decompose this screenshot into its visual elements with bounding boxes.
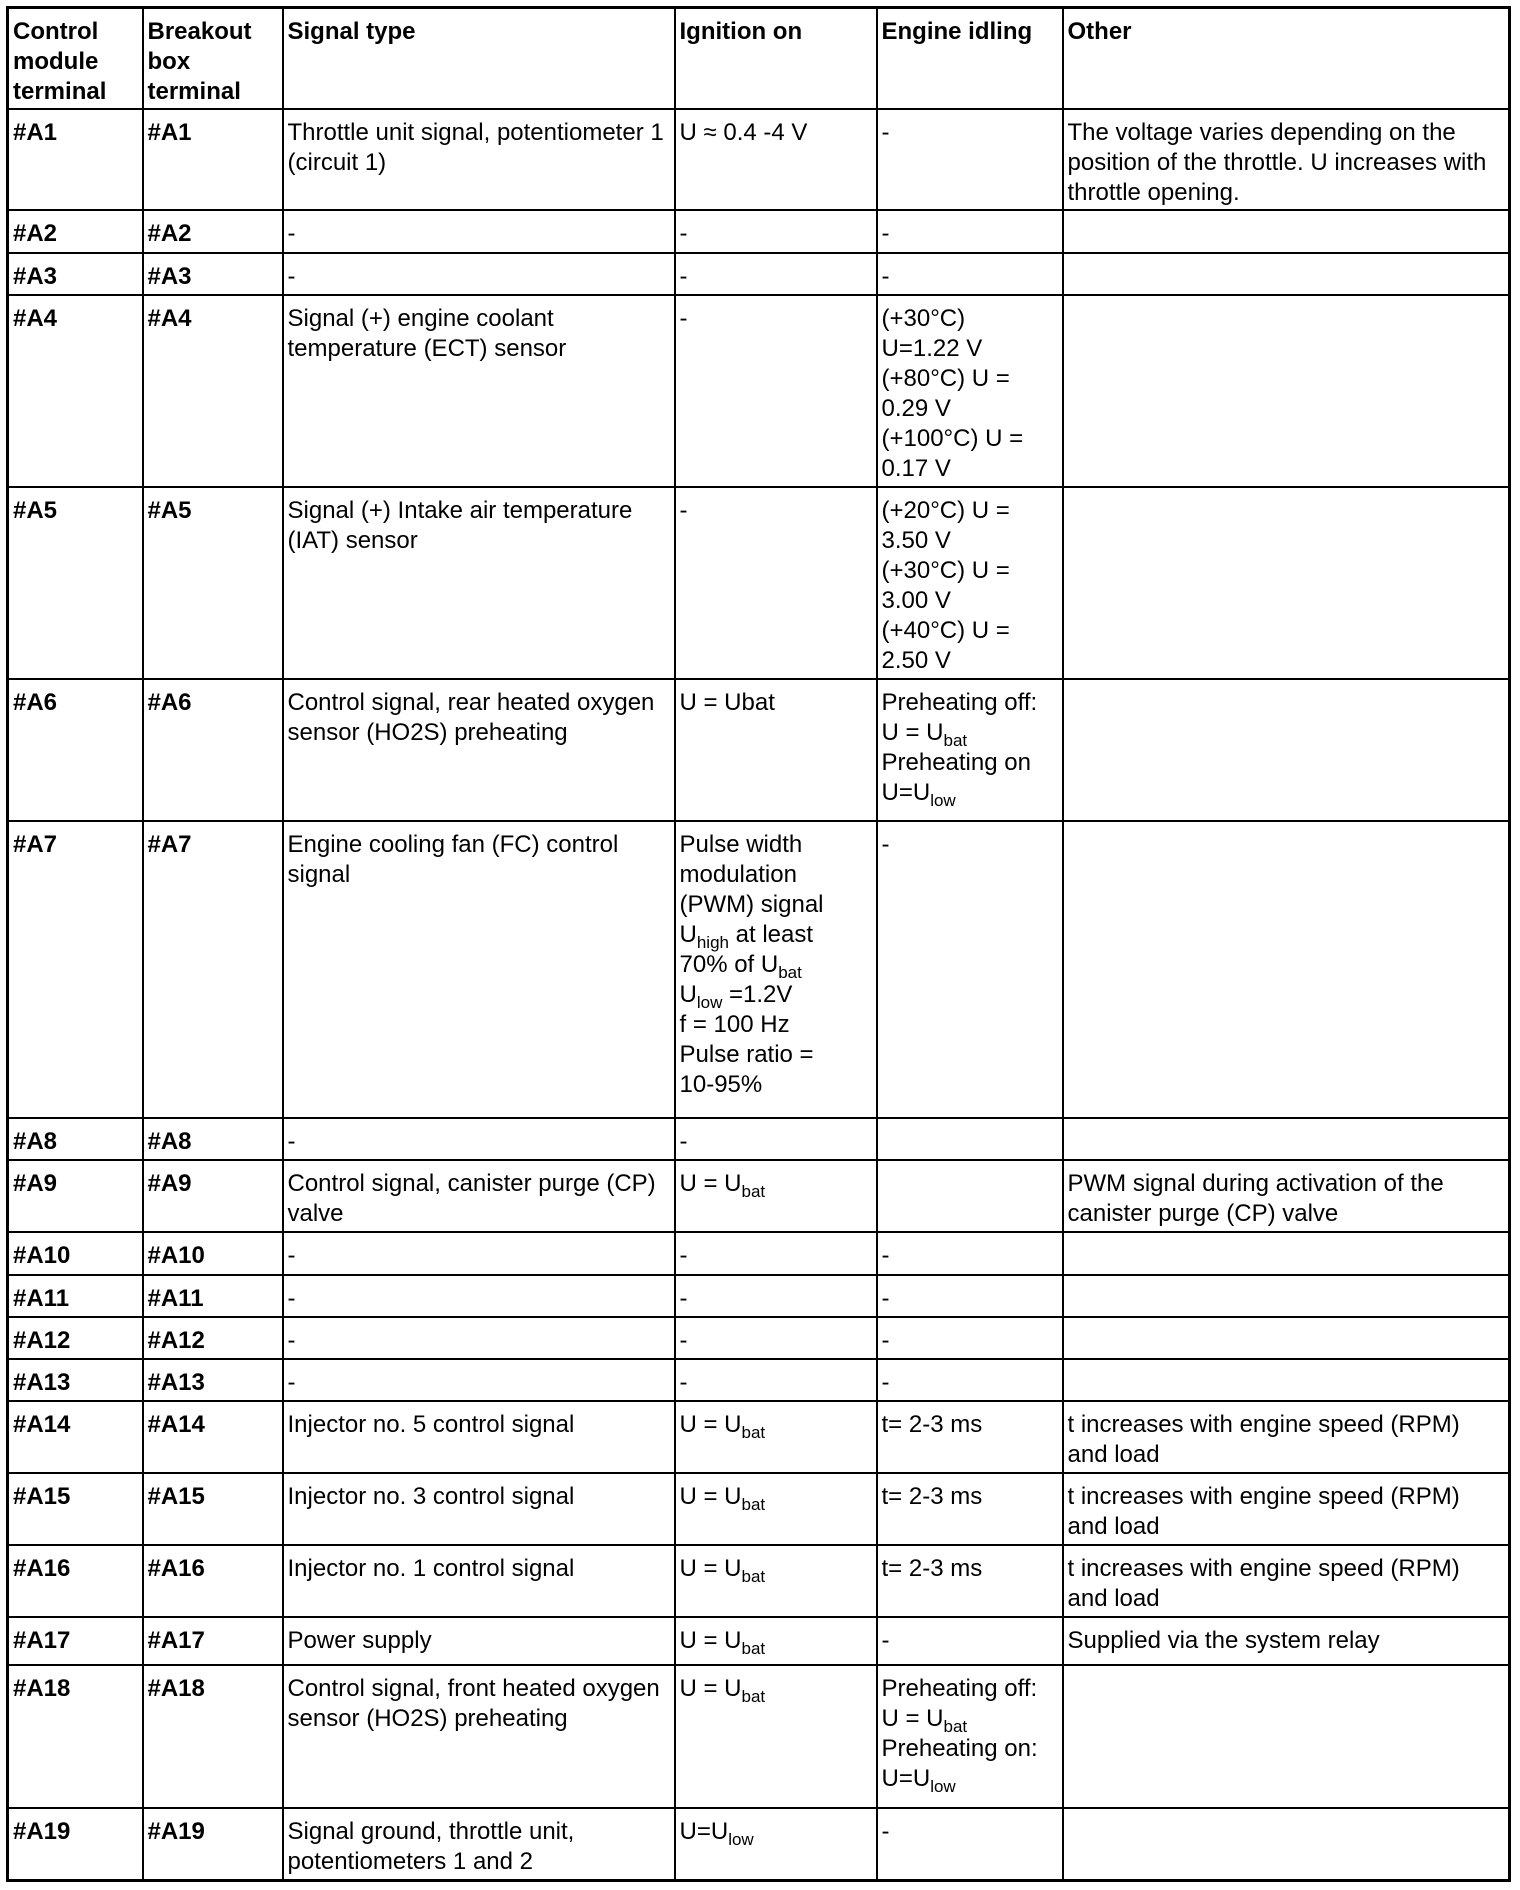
breakout-box-terminal-cell: #A13 xyxy=(143,1359,283,1401)
table-row xyxy=(8,109,1510,210)
other-cell xyxy=(1063,1808,1510,1881)
engine-idling-cell xyxy=(877,679,1063,821)
ignition-on-cell-line: - xyxy=(679,262,688,290)
control-module-terminal-cell: #A18 xyxy=(8,1665,143,1808)
breakout-box-terminal-cell: #A15 xyxy=(143,1473,283,1545)
control-module-terminal-cell: #A13 xyxy=(8,1359,143,1401)
table-row xyxy=(8,1808,1510,1881)
other-cell: t increases with engine speed (RPM) and load xyxy=(1063,1401,1510,1473)
engine-idling-cell-line: $U = U_{bat}$ xyxy=(881,1704,968,1736)
breakout-box-terminal-cell: #A9 xyxy=(143,1160,283,1232)
header-row xyxy=(8,8,1510,109)
engine-idling-cell-line: 2.50 V xyxy=(881,646,951,674)
engine-idling-cell-line: Preheating off: xyxy=(881,688,1038,716)
control-module-terminal-cell: #A15 xyxy=(8,1473,143,1545)
ignition-on-cell xyxy=(675,253,877,295)
engine-idling-cell xyxy=(877,1401,1063,1473)
ignition-on-cell xyxy=(675,1118,877,1160)
ignition-on-cell-line: - xyxy=(679,1241,688,1269)
engine-idling-cell-line: $U=U_{low}$ xyxy=(881,1764,956,1796)
engine-idling-cell-line: (+30°C) xyxy=(881,304,966,332)
ignition-on-cell-line: U = Ubat xyxy=(679,688,775,716)
control-module-terminal-cell: #A16 xyxy=(8,1545,143,1617)
breakout-box-terminal-cell: #A5 xyxy=(143,487,283,679)
signal-type-cell: - xyxy=(283,210,675,253)
ignition-on-cell-line: $U = U_{bat}$ xyxy=(679,1674,766,1706)
signal-type-cell: Injector no. 1 control signal xyxy=(283,1545,675,1617)
control-module-terminal-cell: #A17 xyxy=(8,1617,143,1665)
engine-idling-cell-line: t= 2-3 ms xyxy=(881,1410,983,1438)
engine-idling-cell xyxy=(877,1473,1063,1545)
ignition-on-cell xyxy=(675,1401,877,1473)
breakout-box-terminal-cell: #A8 xyxy=(143,1118,283,1160)
breakout-box-terminal-cell: #A7 xyxy=(143,821,283,1118)
ignition-on-cell-line: - xyxy=(679,304,688,332)
ignition-on-cell-line: - xyxy=(679,496,688,524)
engine-idling-cell-line: - xyxy=(881,1817,890,1845)
engine-idling-cell-line: - xyxy=(881,1241,890,1269)
ignition-on-cell xyxy=(675,1359,877,1401)
engine-idling-cell-line: t= 2-3 ms xyxy=(881,1482,983,1510)
engine-idling-cell xyxy=(877,109,1063,210)
table-row xyxy=(8,1665,1510,1808)
signal-type-cell: Power supply xyxy=(283,1617,675,1665)
ignition-on-cell-line: $U_{high}$ at least xyxy=(679,920,814,952)
ignition-on-cell-line: Pulse width xyxy=(679,830,803,858)
engine-idling-cell-line: 3.00 V xyxy=(881,586,951,614)
other-cell xyxy=(1063,253,1510,295)
engine-idling-cell xyxy=(877,1232,1063,1275)
engine-idling-cell-line: - xyxy=(881,1626,890,1654)
other-cell xyxy=(1063,1665,1510,1808)
engine-idling-cell xyxy=(877,1317,1063,1359)
other-cell xyxy=(1063,821,1510,1118)
other-cell: PWM signal during activation of the canister purge (CP) valve xyxy=(1063,1160,1510,1232)
signal-type-cell: Signal (+) Intake air temperature (IAT) sensor xyxy=(283,487,675,679)
control-module-terminal-cell: #A11 xyxy=(8,1275,143,1317)
control-module-terminal-cell: #A1 xyxy=(8,109,143,210)
other-cell xyxy=(1063,295,1510,487)
header-signal-type: Signal type xyxy=(283,8,675,109)
ignition-on-cell xyxy=(675,821,877,1118)
breakout-box-terminal-cell: #A16 xyxy=(143,1545,283,1617)
ignition-on-cell xyxy=(675,210,877,253)
control-module-terminal-cell: #A12 xyxy=(8,1317,143,1359)
ignition-on-cell-line: $U = U_{bat}$ xyxy=(679,1169,766,1201)
engine-idling-cell-line: Preheating on: xyxy=(881,1734,1038,1762)
engine-idling-cell-line: (+100°C) U = xyxy=(881,424,1024,452)
breakout-box-terminal-cell: #A6 xyxy=(143,679,283,821)
signal-type-cell: - xyxy=(283,253,675,295)
table-row xyxy=(8,295,1510,487)
table-row xyxy=(8,1118,1510,1160)
engine-idling-cell-line: (+40°C) U = xyxy=(881,616,1010,644)
engine-idling-cell xyxy=(877,1617,1063,1665)
breakout-box-terminal-cell: #A4 xyxy=(143,295,283,487)
ignition-on-cell xyxy=(675,487,877,679)
other-cell xyxy=(1063,210,1510,253)
ignition-on-cell-line: f = 100 Hz xyxy=(679,1010,790,1038)
control-module-terminal-cell: #A5 xyxy=(8,487,143,679)
engine-idling-cell-line: t= 2-3 ms xyxy=(881,1554,983,1582)
other-cell xyxy=(1063,1359,1510,1401)
table-row xyxy=(8,1617,1510,1665)
engine-idling-cell-line: $U = U_{bat}$ xyxy=(881,718,968,750)
ignition-on-cell xyxy=(675,295,877,487)
control-module-terminal-cell: #A9 xyxy=(8,1160,143,1232)
engine-idling-cell xyxy=(877,1359,1063,1401)
control-module-terminal-cell: #A4 xyxy=(8,295,143,487)
engine-idling-cell xyxy=(877,1118,1063,1160)
ignition-on-cell-line: - xyxy=(679,1284,688,1312)
ignition-on-cell xyxy=(675,109,877,210)
ignition-on-cell-line: 70% of $U_{bat}$ xyxy=(679,950,802,982)
other-cell xyxy=(1063,1232,1510,1275)
engine-idling-cell-line: - xyxy=(881,1284,890,1312)
engine-idling-cell xyxy=(877,1808,1063,1881)
breakout-box-terminal-cell: #A18 xyxy=(143,1665,283,1808)
engine-idling-cell-line: (+20°C) U = xyxy=(881,496,1010,524)
ignition-on-cell-line: - xyxy=(679,1127,688,1155)
ignition-on-cell-line: $U_{low} =1.2V$ xyxy=(679,980,793,1012)
engine-idling-cell-line: - xyxy=(881,118,890,146)
control-module-terminal-cell: #A8 xyxy=(8,1118,143,1160)
other-cell xyxy=(1063,1118,1510,1160)
control-module-terminal-cell: #A3 xyxy=(8,253,143,295)
table-body xyxy=(8,109,1510,1881)
engine-idling-cell-line: 0.17 V xyxy=(881,454,951,482)
other-cell: t increases with engine speed (RPM) and load xyxy=(1063,1545,1510,1617)
ignition-on-cell xyxy=(675,1160,877,1232)
engine-idling-cell xyxy=(877,1545,1063,1617)
engine-idling-cell-line: - xyxy=(881,1368,890,1396)
other-cell xyxy=(1063,679,1510,821)
control-module-terminal-cell: #A19 xyxy=(8,1808,143,1881)
header-control-module-terminal: Control module terminal xyxy=(8,8,143,109)
engine-idling-cell xyxy=(877,1160,1063,1232)
ignition-on-cell-line: $U = U_{bat}$ xyxy=(679,1554,766,1586)
terminal-signal-table xyxy=(6,6,1511,1882)
engine-idling-cell-line: Preheating on xyxy=(881,748,1031,776)
ignition-on-cell-line: - xyxy=(679,219,688,247)
ignition-on-cell-line: Pulse ratio = xyxy=(679,1040,814,1068)
ignition-on-cell-line: U ≈ 0.4 -4 V xyxy=(679,118,808,146)
ignition-on-cell-line: modulation xyxy=(679,860,797,888)
ignition-on-cell xyxy=(675,1808,877,1881)
other-cell xyxy=(1063,1317,1510,1359)
engine-idling-cell-line: - xyxy=(881,1326,890,1354)
ignition-on-cell-line: - xyxy=(679,1368,688,1396)
ignition-on-cell-line: - xyxy=(679,1326,688,1354)
ignition-on-cell xyxy=(675,1545,877,1617)
engine-idling-cell-line: Preheating off: xyxy=(881,1674,1038,1702)
engine-idling-cell xyxy=(877,210,1063,253)
engine-idling-cell-line: $U=U_{low}$ xyxy=(881,778,956,810)
other-cell xyxy=(1063,1275,1510,1317)
signal-type-cell: Control signal, rear heated oxygen sensor (HO2S) preheating xyxy=(283,679,675,821)
table-row xyxy=(8,1160,1510,1232)
control-module-terminal-cell: #A10 xyxy=(8,1232,143,1275)
engine-idling-cell-line: - xyxy=(881,830,890,858)
ignition-on-cell xyxy=(675,1275,877,1317)
engine-idling-cell xyxy=(877,295,1063,487)
ignition-on-cell xyxy=(675,1317,877,1359)
breakout-box-terminal-cell: #A17 xyxy=(143,1617,283,1665)
header-other: Other xyxy=(1063,8,1510,109)
signal-type-cell: - xyxy=(283,1359,675,1401)
other-cell: t increases with engine speed (RPM) and load xyxy=(1063,1473,1510,1545)
breakout-box-terminal-cell: #A12 xyxy=(143,1317,283,1359)
signal-type-cell: Signal ground, throttle unit, potentiometers 1 and 2 xyxy=(283,1808,675,1881)
breakout-box-terminal-cell: #A3 xyxy=(143,253,283,295)
signal-type-cell: Injector no. 3 control signal xyxy=(283,1473,675,1545)
signal-type-cell: - xyxy=(283,1317,675,1359)
ignition-on-cell-line: $U = U_{bat}$ xyxy=(679,1482,766,1514)
signal-type-cell: Signal (+) engine coolant temperature (ECT) sensor xyxy=(283,295,675,487)
ignition-on-cell xyxy=(675,1232,877,1275)
table-row xyxy=(8,253,1510,295)
engine-idling-cell-line: 0.29 V xyxy=(881,394,951,422)
table-row xyxy=(8,1317,1510,1359)
signal-type-cell: Control signal, front heated oxygen sensor (HO2S) preheating xyxy=(283,1665,675,1808)
table-row xyxy=(8,1232,1510,1275)
table-row xyxy=(8,487,1510,679)
ignition-on-cell xyxy=(675,1473,877,1545)
other-cell xyxy=(1063,487,1510,679)
engine-idling-cell-line: 3.50 V xyxy=(881,526,951,554)
signal-type-cell: - xyxy=(283,1232,675,1275)
breakout-box-terminal-cell: #A19 xyxy=(143,1808,283,1881)
engine-idling-cell-line: (+30°C) U = xyxy=(881,556,1010,584)
table-row xyxy=(8,821,1510,1118)
header-engine-idling: Engine idling xyxy=(877,8,1063,109)
control-module-terminal-cell: #A14 xyxy=(8,1401,143,1473)
ignition-on-cell-line: $U=U_{low}$ xyxy=(679,1817,754,1849)
table-row xyxy=(8,1275,1510,1317)
ignition-on-cell xyxy=(675,1665,877,1808)
engine-idling-cell-line: U=1.22 V xyxy=(881,334,983,362)
breakout-box-terminal-cell: #A10 xyxy=(143,1232,283,1275)
signal-type-cell: - xyxy=(283,1275,675,1317)
other-cell: The voltage varies depending on the position of the throttle. U increases with throttle opening. xyxy=(1063,109,1510,210)
ignition-on-cell-line: (PWM) signal xyxy=(679,890,824,918)
engine-idling-cell-line: - xyxy=(881,219,890,247)
engine-idling-cell xyxy=(877,1665,1063,1808)
engine-idling-cell-line: (+80°C) U = xyxy=(881,364,1010,392)
engine-idling-cell xyxy=(877,487,1063,679)
ignition-on-cell-line: $U = U_{bat}$ xyxy=(679,1410,766,1442)
header-breakout-box-terminal: Breakout box terminal xyxy=(143,8,283,109)
breakout-box-terminal-cell: #A2 xyxy=(143,210,283,253)
table-row xyxy=(8,679,1510,821)
ignition-on-cell-line: 10-95% xyxy=(679,1070,763,1098)
table-row xyxy=(8,210,1510,253)
signal-type-cell: - xyxy=(283,1118,675,1160)
signal-type-cell: Engine cooling fan (FC) control signal xyxy=(283,821,675,1118)
table-row xyxy=(8,1401,1510,1473)
engine-idling-cell xyxy=(877,253,1063,295)
engine-idling-cell xyxy=(877,821,1063,1118)
control-module-terminal-cell: #A6 xyxy=(8,679,143,821)
engine-idling-cell xyxy=(877,1275,1063,1317)
engine-idling-cell-line: - xyxy=(881,262,890,290)
control-module-terminal-cell: #A2 xyxy=(8,210,143,253)
header-ignition-on: Ignition on xyxy=(675,8,877,109)
signal-type-cell: Injector no. 5 control signal xyxy=(283,1401,675,1473)
signal-type-cell: Throttle unit signal, potentiometer 1 (circuit 1) xyxy=(283,109,675,210)
breakout-box-terminal-cell: #A14 xyxy=(143,1401,283,1473)
other-cell: Supplied via the system relay xyxy=(1063,1617,1510,1665)
control-module-terminal-cell: #A7 xyxy=(8,821,143,1118)
signal-type-cell: Control signal, canister purge (CP) valve xyxy=(283,1160,675,1232)
breakout-box-terminal-cell: #A1 xyxy=(143,109,283,210)
table-row xyxy=(8,1545,1510,1617)
breakout-box-terminal-cell: #A11 xyxy=(143,1275,283,1317)
table-row xyxy=(8,1473,1510,1545)
ignition-on-cell xyxy=(675,1617,877,1665)
ignition-on-cell-line: $U = U_{bat}$ xyxy=(679,1626,766,1658)
ignition-on-cell xyxy=(675,679,877,821)
table-row xyxy=(8,1359,1510,1401)
